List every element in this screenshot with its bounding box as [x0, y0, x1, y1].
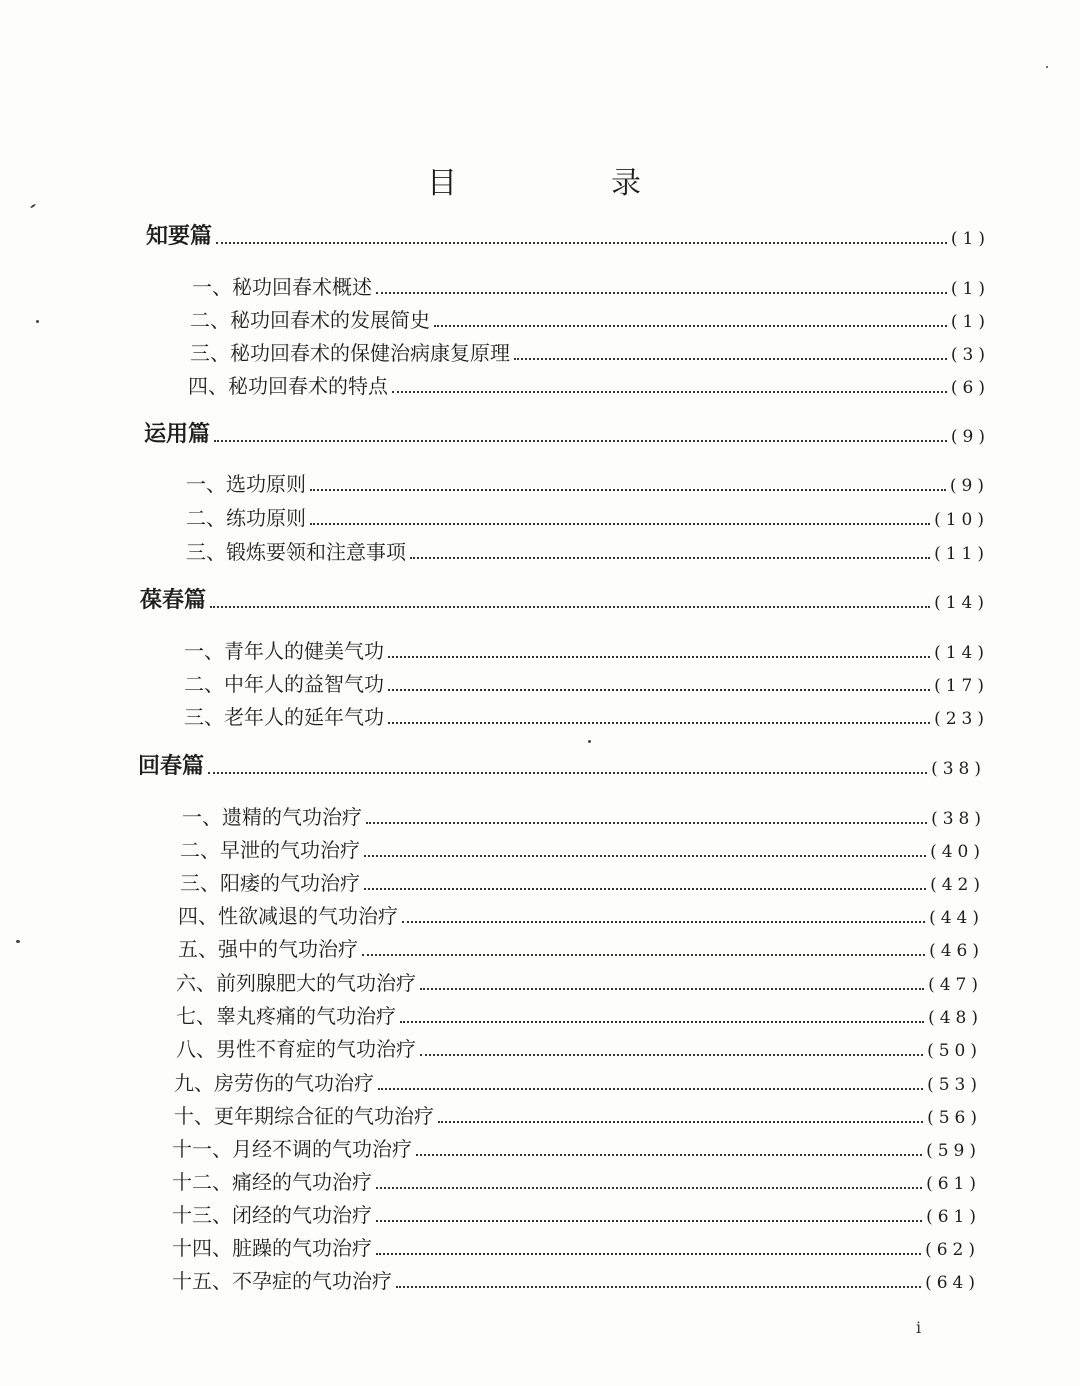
scan-speck	[30, 203, 36, 208]
toc-entry	[186, 467, 989, 497]
dot-leader	[310, 523, 930, 525]
page-reference: (38)	[931, 809, 986, 829]
entry-title: 一、选功原则	[186, 472, 306, 496]
dot-leader	[388, 689, 930, 691]
entry-title: 八、男性不育症的气功治疗	[176, 1037, 416, 1061]
entry-title: 三、锻炼要领和注意事项	[186, 540, 406, 564]
dot-leader	[400, 1021, 924, 1023]
toc-entry	[188, 369, 990, 399]
entry-title: 三、老年人的延年气功	[184, 705, 384, 729]
page-reference: (64)	[925, 1273, 980, 1293]
page-reference: (46)	[929, 941, 984, 961]
page-reference: (50)	[927, 1041, 982, 1061]
toc-section-heading	[144, 418, 990, 448]
entry-title: 二、秘功回春术的发展简史	[190, 308, 430, 332]
scan-speck	[1046, 66, 1048, 68]
toc-entry	[190, 303, 990, 333]
page-reference: (10)	[934, 510, 989, 530]
toc-entry	[192, 270, 990, 300]
page-reference: (23)	[934, 709, 989, 729]
page-reference: (62)	[925, 1240, 980, 1260]
entry-title: 一、遗精的气功治疗	[182, 805, 362, 829]
entry-title: 七、睾丸疼痛的气功治疗	[176, 1004, 396, 1028]
page-reference: (44)	[929, 908, 984, 928]
toc-entry	[176, 999, 983, 1029]
dot-leader	[378, 1088, 923, 1090]
toc-entry	[172, 1132, 981, 1162]
dot-leader	[214, 440, 947, 442]
page-reference: (14)	[934, 593, 989, 613]
entry-title: 十五、不孕症的气功治疗	[172, 1269, 392, 1293]
dot-leader	[376, 292, 947, 294]
dot-leader	[388, 722, 930, 724]
entry-title: 三、阳痿的气功治疗	[180, 871, 360, 895]
toc-entry	[182, 800, 986, 830]
page-reference: (56)	[927, 1108, 982, 1128]
entry-title: 十一、月经不调的气功治疗	[172, 1137, 412, 1161]
entry-title: 一、青年人的健美气功	[184, 639, 384, 663]
section-title: 回春篇	[138, 754, 205, 779]
page-reference: (38)	[931, 759, 986, 779]
page-reference: (1)	[950, 312, 990, 332]
toc-entry	[180, 833, 985, 863]
dot-leader	[434, 325, 947, 327]
page-reference: (6)	[950, 378, 990, 398]
dot-leader	[420, 1054, 923, 1056]
dot-leader	[208, 772, 927, 774]
toc-entry	[176, 1032, 982, 1062]
entry-title: 十、更年期综合征的气功治疗	[174, 1104, 434, 1128]
page-reference: (9)	[950, 427, 990, 447]
dot-leader	[438, 1121, 923, 1123]
page-reference: (59)	[926, 1141, 981, 1161]
page-reference: (53)	[927, 1075, 982, 1095]
toc-entry	[174, 1099, 982, 1129]
page-number: i	[916, 1318, 922, 1337]
page-reference: (61)	[926, 1174, 981, 1194]
page-title: 目 录	[427, 166, 703, 202]
dot-leader	[376, 1187, 922, 1189]
scan-speck	[16, 940, 20, 943]
toc-entry	[184, 634, 989, 664]
dot-leader	[392, 391, 947, 393]
page-reference: (1)	[950, 229, 990, 249]
dot-leader	[216, 242, 947, 244]
entry-title: 十二、痛经的气功治疗	[172, 1170, 372, 1194]
toc-entry	[172, 1231, 980, 1261]
page-reference: (3)	[950, 345, 990, 365]
entry-title: 四、性欲减退的气功治疗	[178, 904, 398, 928]
scan-speck	[36, 320, 39, 323]
dot-leader	[410, 557, 930, 559]
dot-leader	[364, 855, 926, 857]
page-reference: (47)	[928, 975, 983, 995]
page-reference: (17)	[934, 676, 989, 696]
dot-leader	[376, 1253, 921, 1255]
toc-section-heading	[146, 220, 990, 250]
toc-section-heading	[138, 750, 986, 780]
dot-leader	[416, 1154, 922, 1156]
dot-leader	[402, 921, 925, 923]
entry-title: 九、房劳伤的气功治疗	[174, 1071, 374, 1095]
section-title: 葆春篇	[140, 588, 207, 613]
toc-entry	[190, 336, 990, 366]
page-reference: (48)	[928, 1008, 983, 1028]
dot-leader	[364, 888, 926, 890]
dot-leader	[420, 988, 924, 990]
page-reference: (40)	[930, 842, 985, 862]
page-reference: (1)	[950, 279, 990, 299]
dot-leader	[388, 656, 930, 658]
entry-title: 三、秘功回春术的保健治病康复原理	[190, 341, 510, 365]
toc-entry	[178, 932, 984, 962]
entry-title: 五、强中的气功治疗	[178, 937, 358, 961]
section-title: 知要篇	[146, 224, 213, 249]
toc-entry	[172, 1264, 980, 1294]
toc-entry	[180, 866, 985, 896]
page-reference: (11)	[934, 544, 989, 564]
toc-entry	[172, 1165, 981, 1195]
toc-entry	[176, 966, 983, 996]
page-reference: (42)	[930, 875, 985, 895]
entry-title: 十四、脏躁的气功治疗	[172, 1236, 372, 1260]
toc-entry	[178, 899, 984, 929]
toc-entry	[184, 700, 989, 730]
page-reference: (61)	[926, 1207, 981, 1227]
section-title: 运用篇	[144, 422, 211, 447]
entry-title: 二、练功原则	[186, 506, 306, 530]
page-reference: (9)	[949, 476, 989, 496]
scan-speck	[588, 740, 591, 743]
entry-title: 二、早泄的气功治疗	[180, 838, 360, 862]
entry-title: 一、秘功回春术概述	[192, 275, 372, 299]
toc-entry	[184, 667, 989, 697]
entry-title: 四、秘功回春术的特点	[188, 374, 388, 398]
entry-title: 十三、闭经的气功治疗	[172, 1203, 372, 1227]
page-reference: (14)	[934, 643, 989, 663]
dot-leader	[514, 358, 947, 360]
dot-leader	[396, 1286, 921, 1288]
dot-leader	[210, 606, 930, 608]
toc-entry	[172, 1198, 981, 1228]
dot-leader	[362, 954, 925, 956]
toc-section-heading	[140, 584, 989, 614]
toc-entry	[186, 535, 989, 565]
dot-leader	[366, 822, 927, 824]
toc-entry	[174, 1066, 982, 1096]
entry-title: 二、中年人的益智气功	[184, 672, 384, 696]
entry-title: 六、前列腺肥大的气功治疗	[176, 971, 416, 995]
toc-entry	[186, 501, 989, 531]
dot-leader	[310, 489, 946, 491]
dot-leader	[376, 1220, 922, 1222]
